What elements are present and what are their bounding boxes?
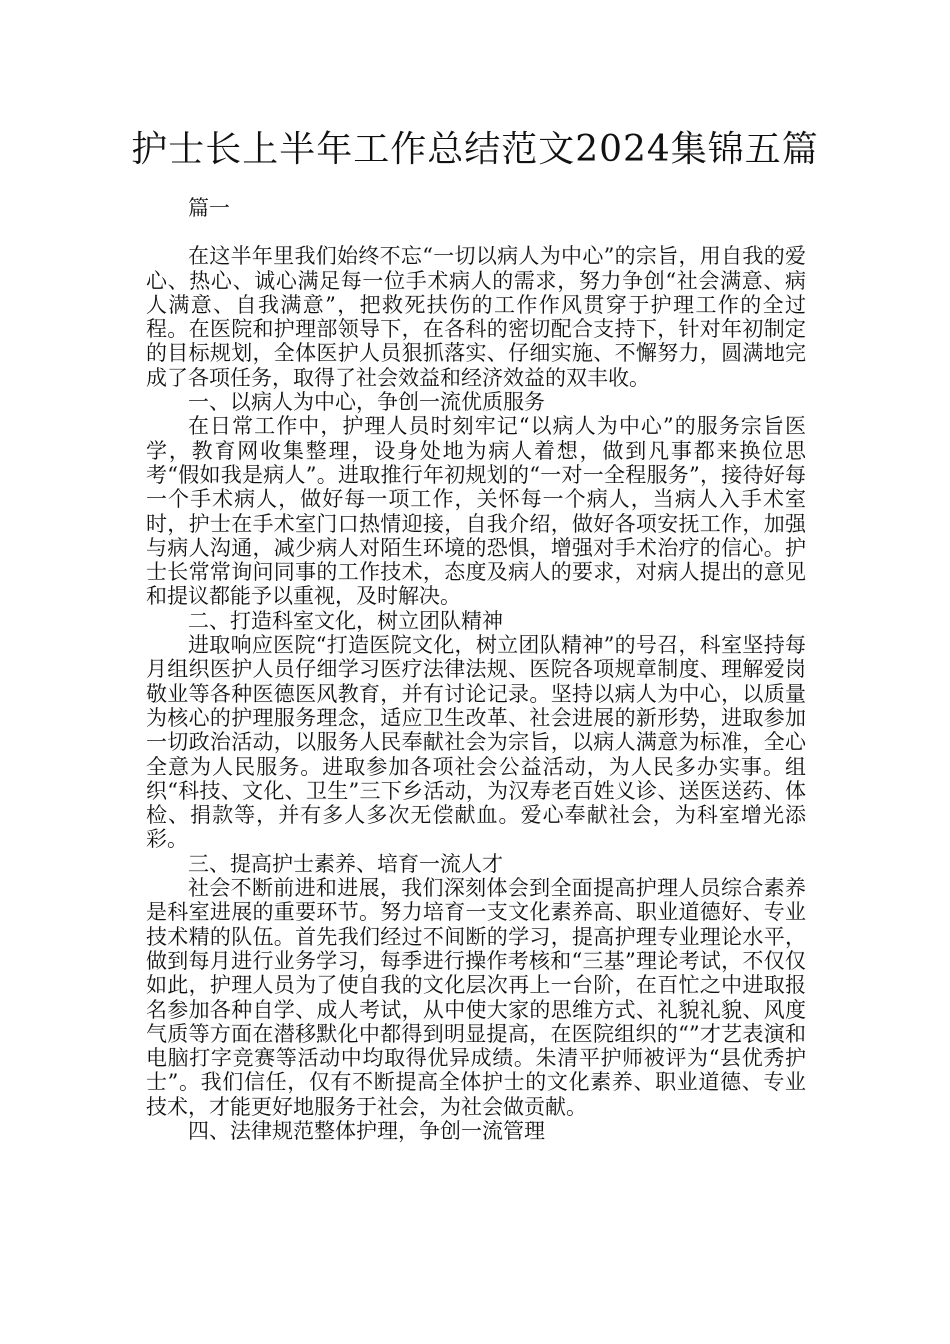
heading-section-1: 一、以病人为中心，争创一流优质服务	[188, 390, 545, 415]
section-label: 篇一	[188, 196, 230, 220]
paragraph-intro: 在这半年里我们始终不忘“一切以病人为中心”的宗旨，用自我的爱心、热心、诚心满足每一位手术病人的需求，努力争创“社会满意、病人满意、自我满意”，把救死扶伤的工作作风贯穿于护理工作的全过程。在医院和护理部领导下，在各科的密切配合支持下，针对年初制定的目标规划，全体医护人员狠抓落实、仔细实施、不懈努力，圆满地完成了各项任务，取得了社会效益和经济效益的双丰收。	[146, 244, 806, 390]
paragraph-section-3: 社会不断前进和进展，我们深刻体会到全面提高护理人员综合素养是科室进展的重要环节。努力培育一支文化素养高、职业道德好、专业技术精的队伍。首先我们经过不间断的学习，提高护理专业理论水平，做到每月进行业务学习，每季进行操作考核和“三基”理论考试，不仅仅如此，护理人员为了使自我的文化层次再上一台阶，在百忙之中进取报名参加各种自学、成人考试，从中使大家的思维方式、礼貌礼貌、风度气质等方面在潜移默化中都得到明显提高，在医院组织的“”才艺表演和电脑打字竞赛等活动中均取得优异成绩。朱清平护师被评为“县优秀护士”。我们信任，仅有不断提高全体护士的文化素养、职业道德、专业技术，才能更好地服务于社会，为社会做贡献。	[146, 876, 806, 1119]
heading-section-3: 三、提高护士素养、培育一流人才	[188, 851, 503, 876]
heading-section-4: 四、法律规范整体护理，争创一流管理	[188, 1118, 545, 1143]
paragraph-section-1: 在日常工作中，护理人员时刻牢记“以病人为中心”的服务宗旨医学，教育网收集整理，设身处地为病人着想，做到凡事都来换位思考“假如我是病人”。进取推行年初规划的“一对一全程服务”，接待好每一个手术病人，做好每一项工作，关怀每一个病人，当病人入手术室时，护士在手术室门口热情迎接，自我介绍，做好各项安抚工作，加强与病人沟通，减少病人对陌生环境的恐惧，增强对手术治疗的信心。护士长常常询问同事的工作技术，态度及病人的要求，对病人提出的意见和提议都能予以重视，及时解决。	[146, 414, 806, 609]
paragraph-section-2: 进取响应医院“打造医院文化，树立团队精神”的号召，科室坚持每月组织医护人员仔细学习医疗法律法规、医院各项规章制度、理解爱岗敬业等各种医德医风教育，并有讨论记录。坚持以病人为中心，以质量为核心的护理服务理念，适应卫生改革、社会进展的新形势，进取参加一切政治活动，以服务人民奉献社会为宗旨，以病人满意为标准，全心全意为人民服务。进取参加各项社会公益活动，为人民多办实事。组织“科技、文化、卫生”三下乡活动，为汉寿老百姓义诊、送医送药、体检、捐款等，并有多人多次无偿献血。爱心奉献社会，为科室增光添彩。	[146, 633, 806, 852]
heading-section-2: 二、打造科室文化，树立团队精神	[188, 608, 503, 633]
document-body	[146, 196, 806, 1143]
document-title: 护士长上半年工作总结范文2024集锦五篇	[131, 129, 819, 170]
